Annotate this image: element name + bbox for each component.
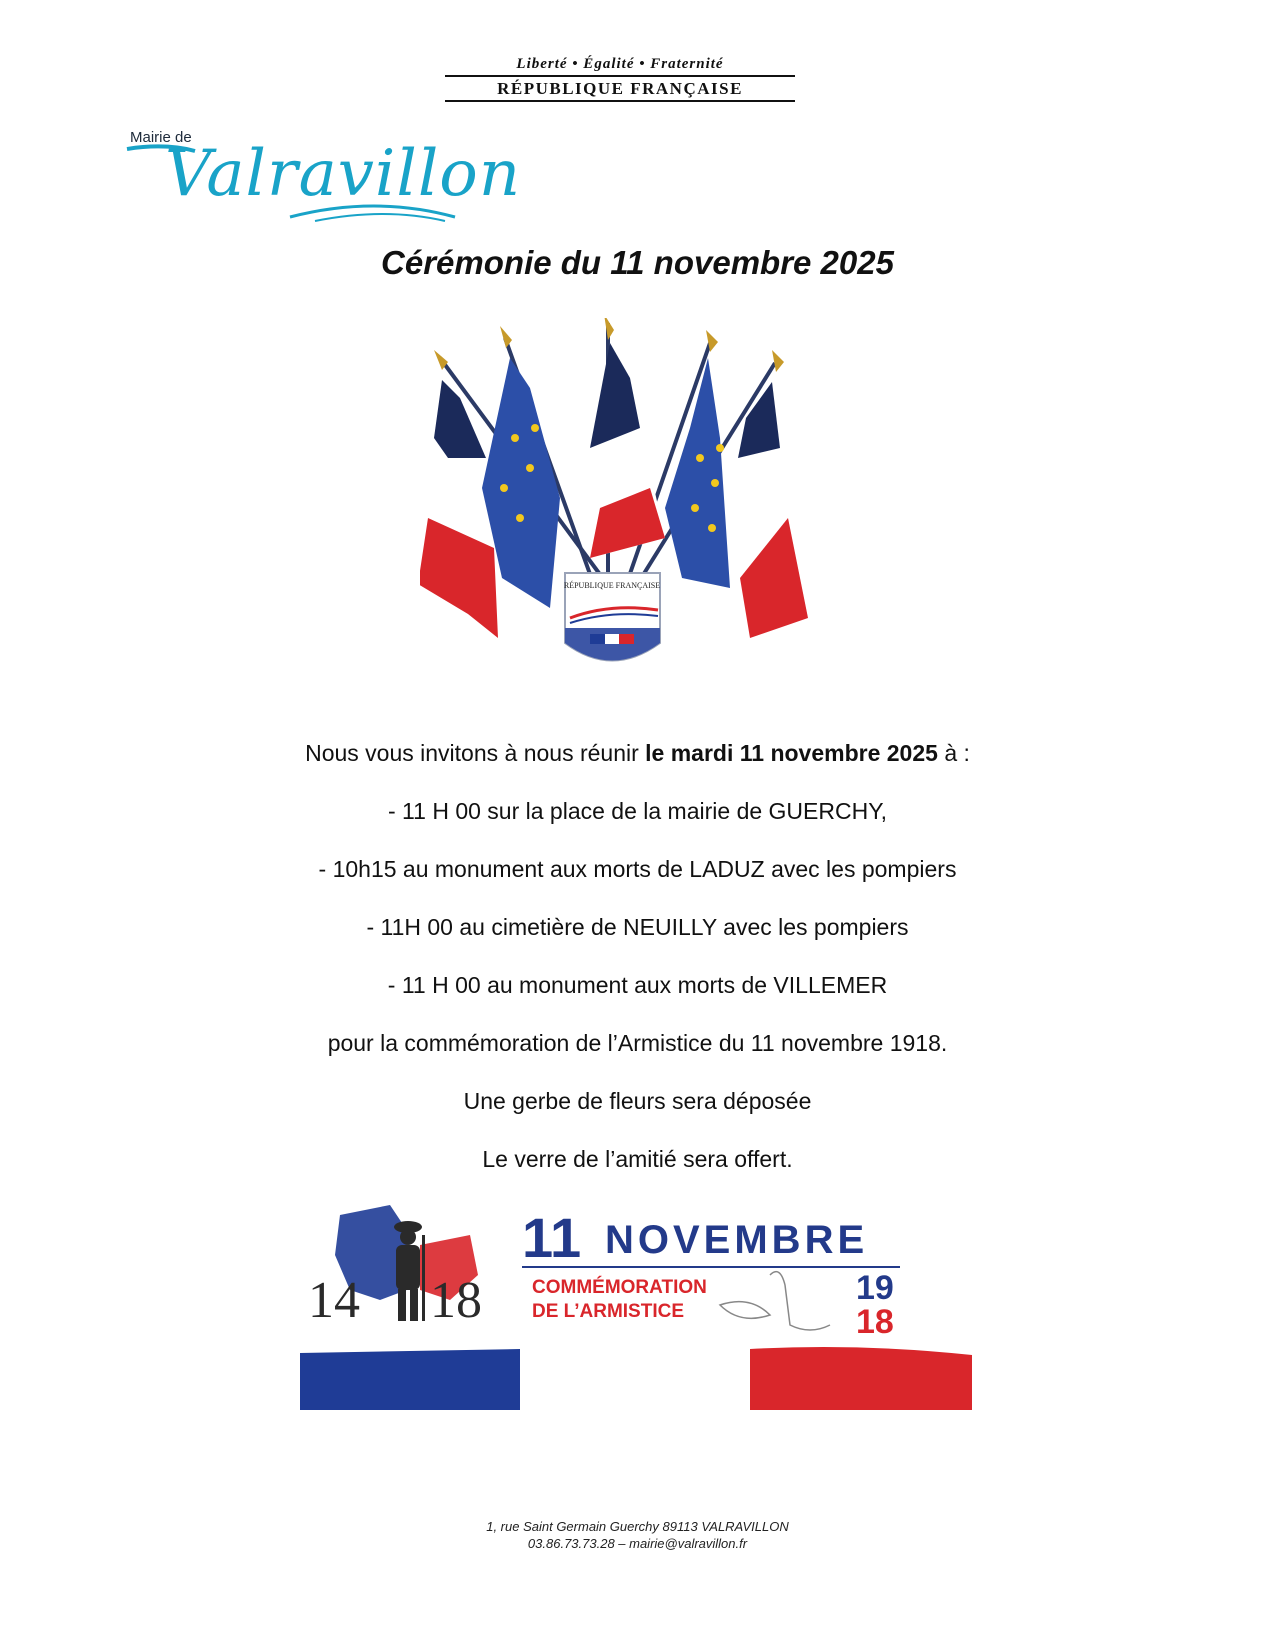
flags-illustration	[420, 318, 860, 718]
banner-year-left-a: 14	[308, 1272, 360, 1329]
invitation-date: le mardi 11 novembre 2025	[645, 740, 938, 766]
invitation-line: - 11 H 00 sur la place de la mairie de GUERCHY,	[388, 798, 887, 824]
invitation-line: Le verre de l’amitié sera offert.	[482, 1146, 793, 1172]
page-title: Cérémonie du 11 novembre 2025	[381, 244, 894, 281]
motto-text: Liberté • Égalité • Fraternité	[445, 56, 795, 77]
invitation-line: - 11H 00 au cimetière de NEUILLY avec les pompiers	[366, 914, 909, 940]
armistice-banner	[300, 1205, 972, 1410]
banner-sub-2: DE L’ARMISTICE	[532, 1301, 685, 1322]
banner-year-right-bottom: 18	[856, 1303, 894, 1341]
shield-text: RÉPUBLIQUE FRANÇAISE	[563, 581, 661, 590]
invitation-line: - 11 H 00 au monument aux morts de VILLEMER	[387, 972, 888, 998]
republic-motto	[445, 56, 795, 102]
page-footer	[0, 1518, 1275, 1552]
map-outline-icon	[770, 1272, 830, 1330]
banner-year-right-top: 19	[856, 1269, 894, 1307]
invitation-line: Une gerbe de fleurs sera déposée	[463, 1088, 812, 1114]
banner-headline-word: NOVEMBRE	[605, 1218, 869, 1262]
republic-text: RÉPUBLIQUE FRANÇAISE	[445, 77, 795, 102]
banner-sub-1: COMMÉMORATION	[532, 1277, 707, 1298]
logo-name: Valravillon	[165, 137, 522, 211]
logo-swoosh-icon	[125, 125, 535, 235]
invitation-line: - 10h15 au monument aux morts de LADUZ avec les pompiers	[318, 856, 957, 882]
invitation-intro: Nous vous invitons à nous réunir le mardi 11 novembre 2025 à :	[305, 740, 970, 766]
banner-year-left-b: 18	[430, 1272, 482, 1329]
logo-prefix: Mairie de	[130, 129, 192, 146]
valravillon-logo	[125, 125, 535, 235]
invitation-text	[0, 738, 1275, 1202]
handshake-icon	[720, 1302, 770, 1319]
footer-contact: 03.86.73.73.28 – mairie@valravillon.fr	[527, 1536, 748, 1551]
banner-headline-number: 11	[522, 1206, 582, 1269]
footer-address: 1, rue Saint Germain Guerchy 89113 VALRAVILLON	[486, 1519, 789, 1534]
invitation-line: pour la commémoration de l’Armistice du 11 novembre 1918.	[327, 1030, 948, 1056]
